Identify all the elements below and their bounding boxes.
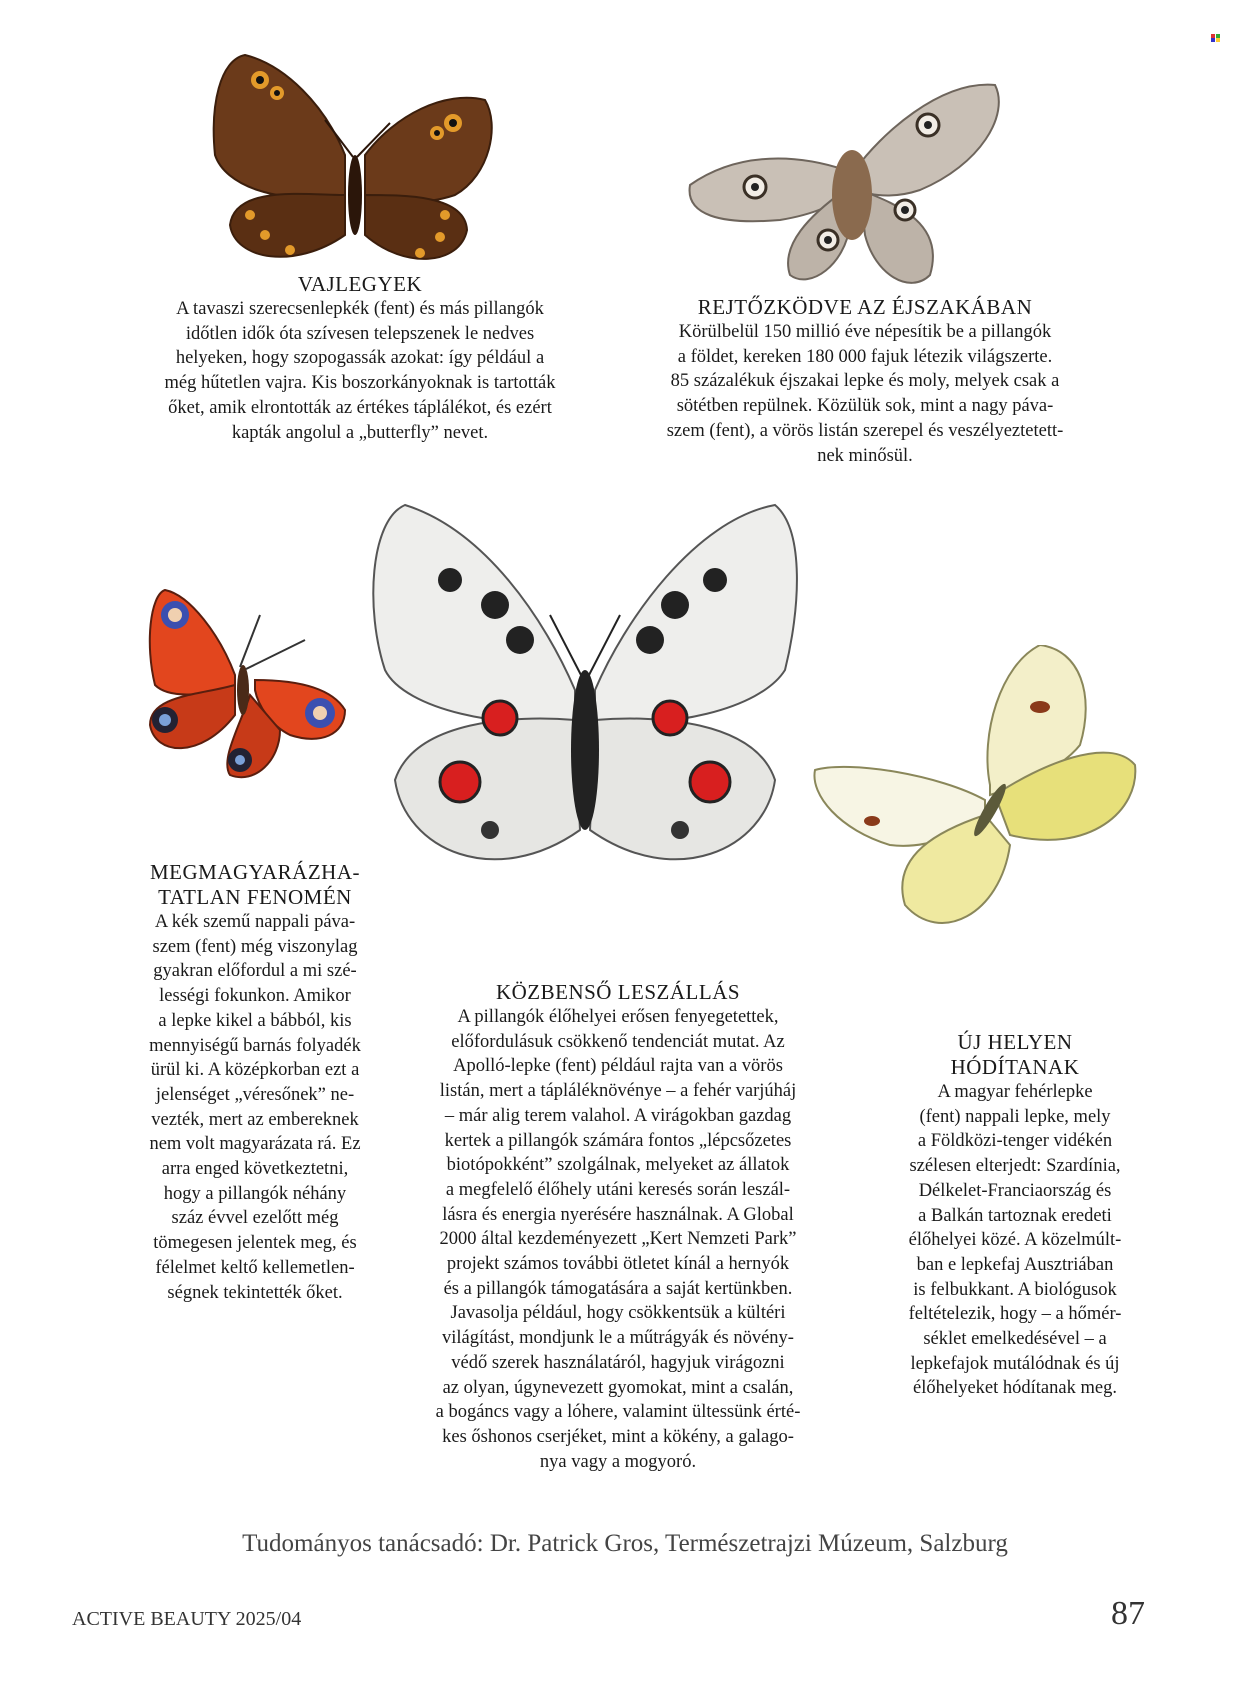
body-line: tömegesen jelentek meg, és [153, 1233, 357, 1254]
body-line: előfordulásuk csökkenő tendenciát mutat. Az [451, 1031, 785, 1052]
body-line: hogy a pillangók néhány [163, 1183, 347, 1204]
moth-body [832, 150, 872, 240]
ringlet-body [348, 155, 362, 235]
apollo-body [571, 670, 599, 830]
body-line: ban e lepkefaj Ausztriában [916, 1254, 1114, 1275]
moth-forewing-right [855, 85, 999, 196]
peacock-body [237, 665, 249, 715]
body-line: Apolló-lepke (fent) például rajta van a vörös [453, 1056, 783, 1077]
body-line: A pillangók élőhelyei erősen fenyegetettek, [457, 1007, 779, 1027]
section-body [125, 297, 595, 445]
body-line: száz évvel ezelőtt még [171, 1208, 339, 1229]
heading-line: MEGMAGYARÁZHA- [150, 860, 360, 884]
body-line: 2000 által kezdeményezett „Kert Nemzeti Park” [439, 1229, 797, 1250]
body-line: nya vagy a mogyoró. [539, 1451, 697, 1472]
section-body [625, 320, 1105, 468]
body-line: Javasolja például, hogy csökkentsük a kültéri [450, 1303, 786, 1324]
body-line: jelenséget „véresőnek” ne- [155, 1084, 355, 1105]
body-line: lességi fokunkon. Amikor [159, 986, 351, 1007]
ringlet-butterfly-illustration [205, 45, 505, 275]
body-line: kertek a pillangók számára fontos „lépcsőzetes [444, 1130, 792, 1151]
body-line: kes őshonos cserjéket, mint a kökény, a galago- [442, 1426, 794, 1447]
body-line: szélesen elterjedt: Szardínia, [909, 1156, 1121, 1177]
heading-line: HÓDÍTANAK [950, 1055, 1080, 1079]
scientific-advisor-credit: Tudományos tanácsadó: Dr. Patrick Gros, Természetrajzi Múzeum, Salzburg [242, 1530, 1008, 1557]
body-line: biotópokként” szolgálnak, melyeket az állatok [446, 1155, 790, 1176]
body-line: a Földközi-tenger vidékén [917, 1131, 1113, 1152]
cleopatra-butterfly-illustration [810, 645, 1140, 945]
section-kozbenso [398, 980, 838, 1474]
body-line: élőhelyeket hódítanak meg. [913, 1378, 1117, 1399]
body-line: séklet emelkedésével – a [923, 1329, 1107, 1350]
body-line: A tavaszi szerecsenlepkék (fent) és más pillangók [176, 299, 544, 319]
peacock-butterfly-illustration [140, 585, 355, 785]
body-line: kapták angolul a „butterfly” nevet. [231, 422, 489, 443]
body-line: és a pillangók támogatására a saját kertünkben. [443, 1278, 793, 1299]
body-line: a földet, kereken 180 000 fajuk létezik világszerte. [677, 346, 1053, 367]
body-line: projekt számos további ötletet kínál a hernyók [446, 1254, 790, 1275]
body-line: sötétben repülnek. Közülük sok, mint a nagy páva- [676, 396, 1054, 417]
section-heading [115, 860, 395, 910]
body-line: világítást, mondjunk le a műtrágyák és növény- [442, 1328, 794, 1349]
body-line: védő szerek használatáról, hagyjuk virágozni [451, 1352, 785, 1373]
body-line: A kék szemű nappali páva- [154, 912, 356, 932]
body-line: a megfelelő élőhely utáni keresés során leszál- [445, 1179, 791, 1200]
body-line: A magyar fehérlepke [937, 1082, 1093, 1102]
body-line: ségnek tekintették őket. [167, 1282, 343, 1303]
body-line: gyakran előfordul a mi szé- [153, 961, 357, 982]
body-line: 85 százalékuk éjszakai lepke és moly, melyek csak a [670, 371, 1060, 392]
body-line: élőhelyei közé. A közelmúlt- [908, 1230, 1122, 1251]
body-line: időtlen idők óta szívesen telepszenek le nedves [185, 323, 535, 344]
body-line: lásra és energia nyerésére használnak. A Global [442, 1204, 794, 1225]
corner-dots-icon [1211, 34, 1221, 42]
body-line: őket, amik elrontották az értékes táplálékot, és ezért [168, 397, 552, 418]
body-line: a lepke kikel a bábból, kis [158, 1010, 352, 1031]
body-line: (fent) nappali lepke, mely [919, 1106, 1111, 1127]
ringlet-forewing-left [214, 55, 345, 198]
section-heading: KÖZBENSŐ LESZÁLLÁS [495, 980, 741, 1004]
ringlet-hindwing-right [365, 195, 467, 259]
section-heading: VAJLEGYEK [297, 272, 423, 296]
body-line: nek minősül. [817, 445, 913, 466]
peacock-moth-illustration [680, 75, 1020, 295]
body-line: a Balkán tartoznak eredeti [918, 1205, 1112, 1226]
body-line: lepkefajok mutálódnak és új [910, 1353, 1120, 1374]
body-line: félelmet keltő kellemetlen- [155, 1257, 355, 1278]
heading-line: ÚJ HELYEN [957, 1030, 1073, 1054]
body-line: listán, mert a tápláléknövénye – a fehér varjúháj [439, 1081, 797, 1102]
section-body [398, 1005, 838, 1474]
body-line: ürül ki. A középkorban ezt a [150, 1060, 360, 1081]
peacock-forewing-left [150, 590, 235, 694]
body-line: Körülbelül 150 millió éve népesítik be a pillangók [678, 322, 1052, 342]
section-heading [870, 1030, 1160, 1080]
body-line: nem volt magyarázata rá. Ez [149, 1134, 361, 1155]
section-body [115, 910, 395, 1305]
section-body [870, 1080, 1160, 1401]
body-line: szem (fent), a vörös listán szerepel és veszélyeztetett- [666, 420, 1064, 441]
body-line: arra enged következtetni, [161, 1159, 349, 1180]
section-vajlegyek [125, 272, 595, 445]
body-line: az olyan, úgynevezett gyomokat, mint a csalán, [442, 1377, 794, 1398]
body-line: is felbukkant. A biológusok [913, 1279, 1117, 1300]
body-line: mennyiségű barnás folyadék [149, 1035, 361, 1056]
body-line: a bogáncs vagy a lóhere, valamint ültessünk érté- [435, 1402, 801, 1423]
body-line: még hűtetlen vajra. Kis boszorkányoknak is tartották [164, 373, 556, 394]
section-uj-helyen [870, 1030, 1160, 1401]
apollo-forewing-left [373, 505, 575, 723]
body-line: – már alig terem valahol. A virágokban gazdag [444, 1105, 792, 1126]
body-line: helyeken, hogy szopogassák azokat: így például a [175, 348, 545, 369]
body-line: feltételezik, hogy – a hőmér- [908, 1304, 1122, 1325]
section-megmagyarazhatatlan [115, 860, 395, 1305]
body-line: Délkelet-Franciaország és [918, 1180, 1112, 1201]
apollo-forewing-right [595, 505, 797, 723]
section-heading: REJTŐZKÖDVE AZ ÉJSZAKÁBAN [697, 295, 1033, 319]
body-line: vezték, mert az embereknek [151, 1109, 359, 1130]
ringlet-forewing-right [365, 98, 492, 203]
magazine-issue-label: ACTIVE BEAUTY 2025/04 [72, 1608, 302, 1630]
body-line: szem (fent) még viszonylag [152, 936, 358, 957]
page-number: 87 [1111, 1595, 1145, 1632]
section-rejtozkodve [625, 295, 1105, 468]
apollo-butterfly-illustration [365, 500, 805, 890]
heading-line: TATLAN FENOMÉN [158, 885, 352, 909]
